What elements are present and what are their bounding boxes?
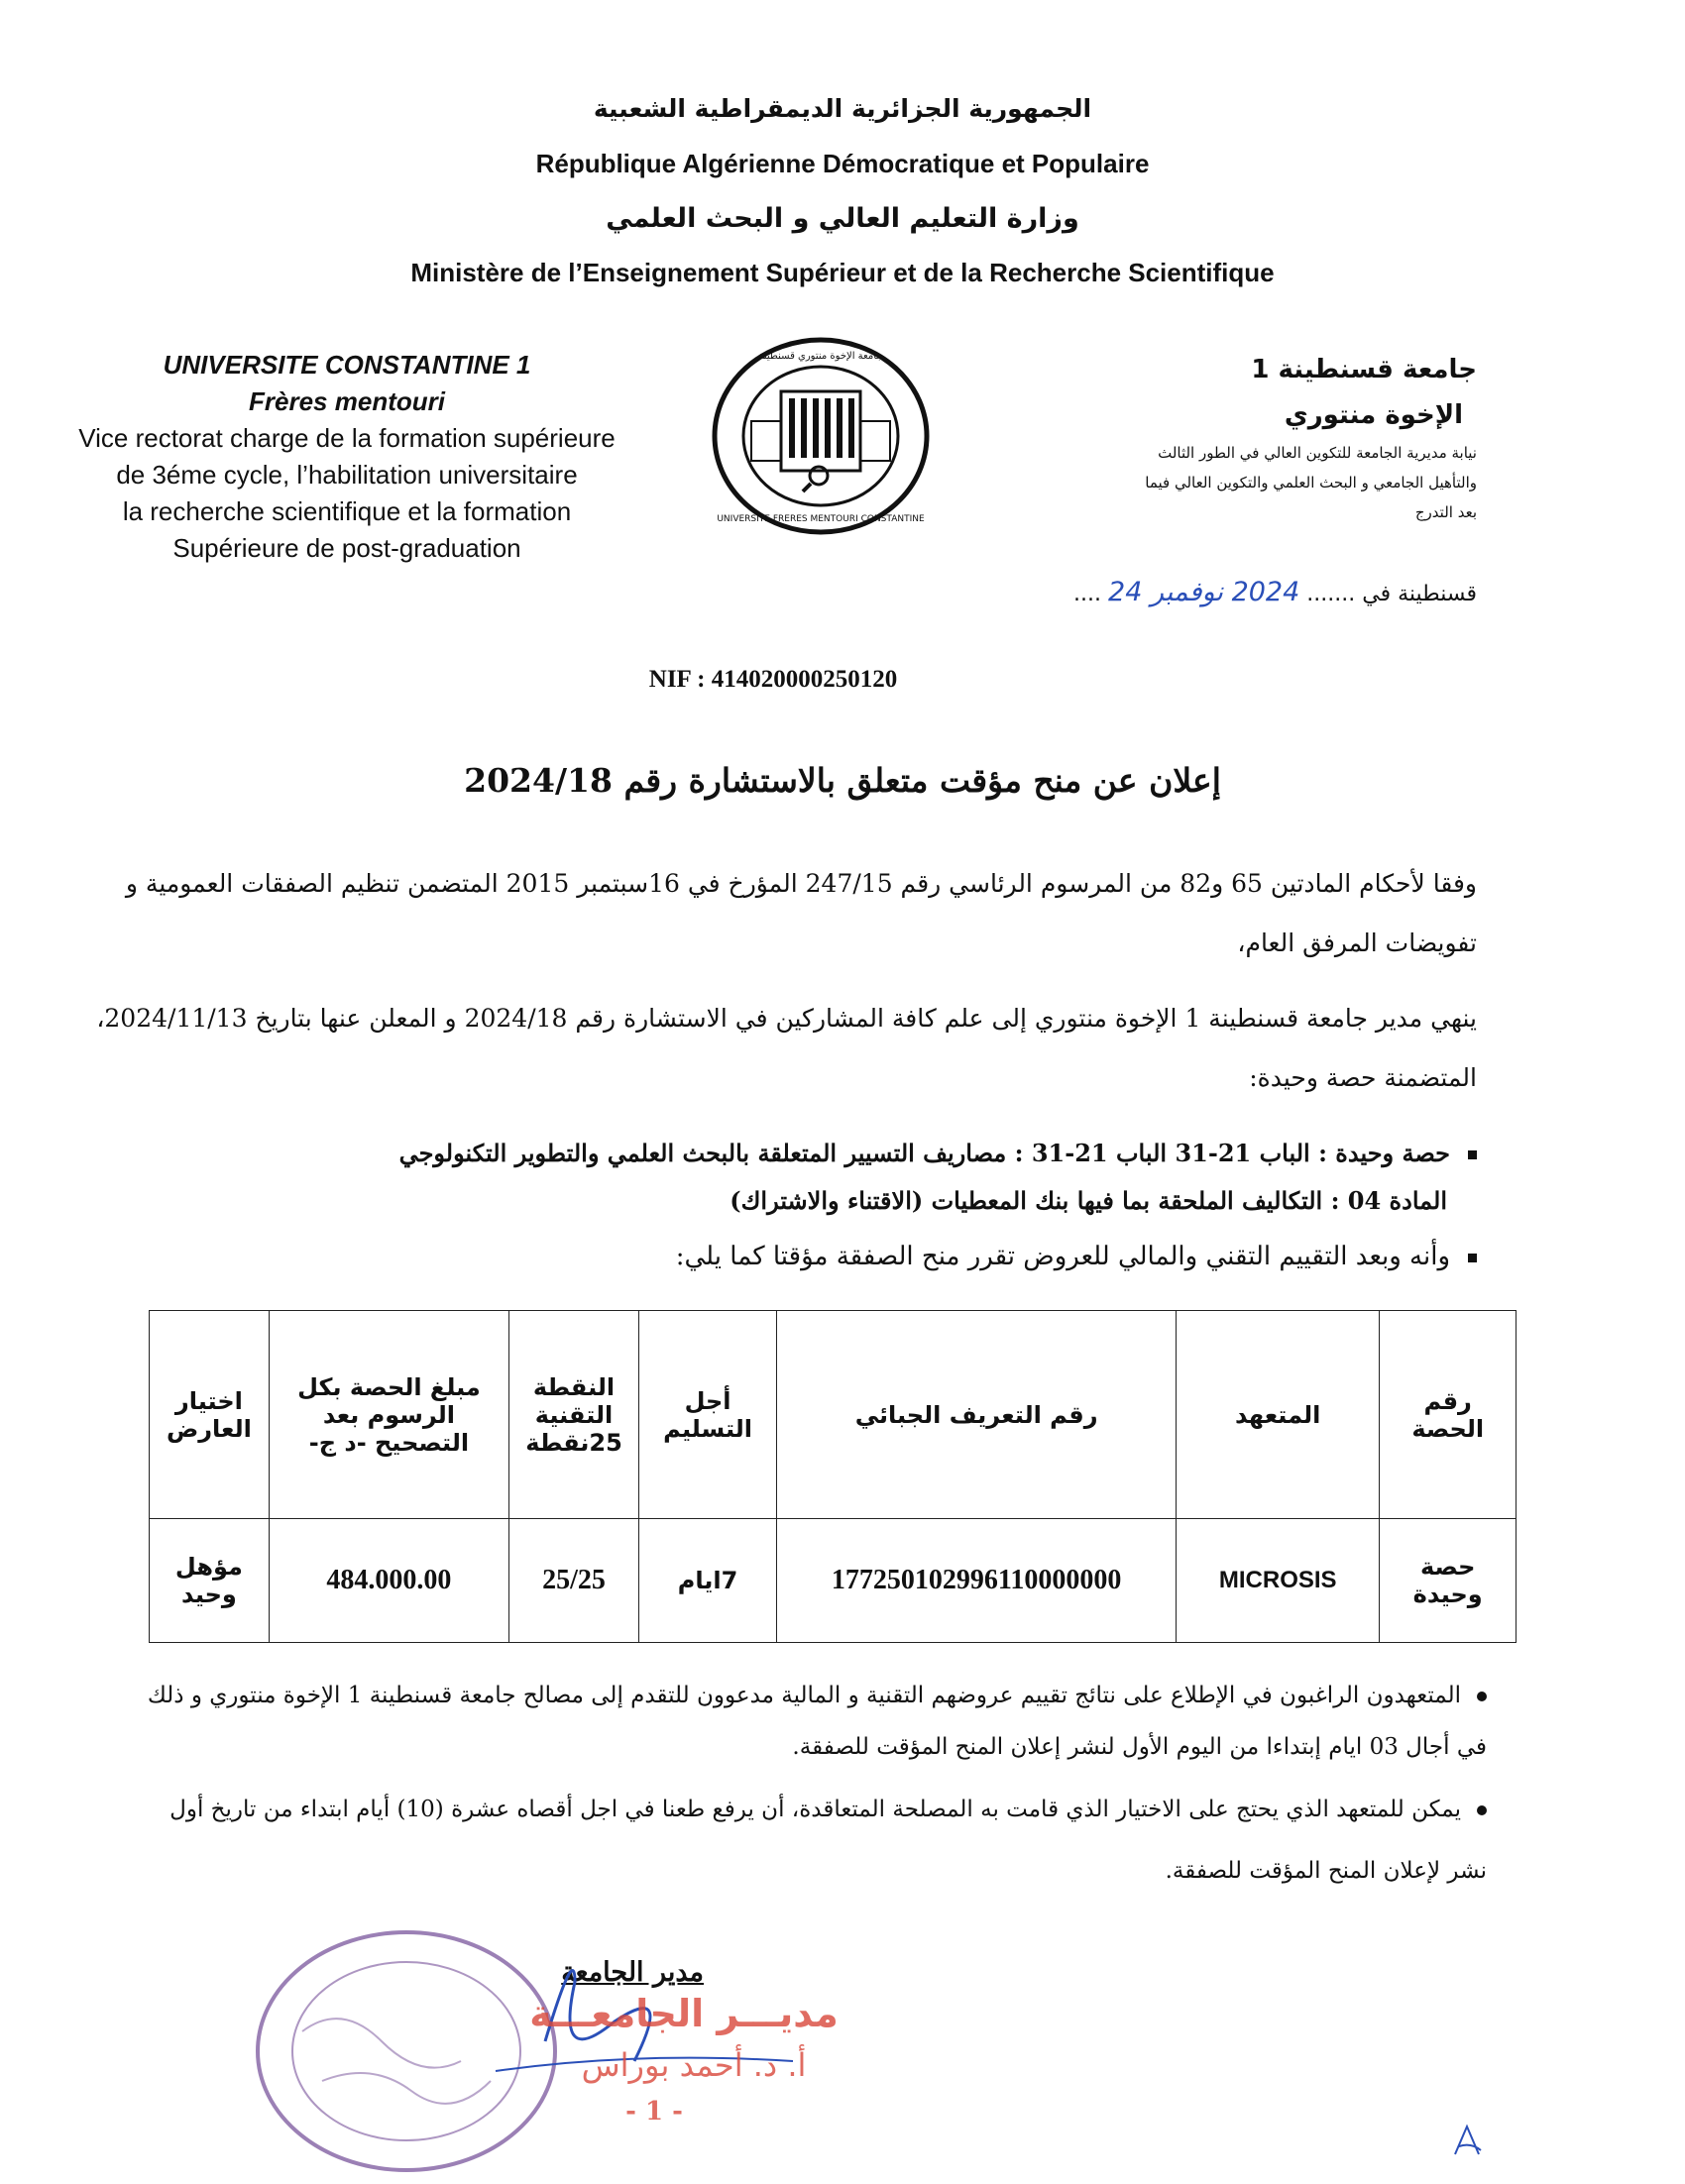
cell-delivery: 7ايام (638, 1519, 776, 1643)
table-header-row (150, 1311, 1516, 1519)
republic-title-ar: الجمهورية الجزائرية الديمقراطية الشعبية (593, 94, 1092, 123)
initial-mark-icon (1447, 2121, 1487, 2160)
republic-title-fr: République Algérienne Démocratique et Populaire (535, 149, 1150, 178)
page-number: - 1 - (625, 2097, 683, 2127)
header-amount: مبلغ الحصة بكل الرسوم بعد التصحيح -د ج- (269, 1311, 508, 1519)
vice-rectorat-line3: la recherche scientifique et la formation (122, 496, 572, 526)
table-row (150, 1519, 1516, 1643)
nif-number: NIF : 414020000250120 (648, 666, 898, 693)
stamp-name: أ. د. أحمد بوراس (581, 2046, 807, 2084)
header-technical-score: النقطة التقنية 25نقطة (509, 1311, 639, 1519)
vice-rectorat-line2: de 3éme cycle, l’habilitation universitaire (116, 460, 578, 490)
cell-lot-number: حصة وحيدة (1380, 1519, 1516, 1643)
university-ar-block (1061, 347, 1477, 527)
date-value: 2024 نوفمبر 24 (1108, 577, 1300, 607)
note-item: المتعهدون الراغبون في الإطلاع على نتائج تقييم عروضهم التقنية و المالية مدعوون للتقدم إلى مصالح جامعة قسنطينة 1 الإخوة منتوري و ذلك في أجال 03 ايام إبتداءا من اليوم الأول لنشر إعلان المنح المؤقت للصفقة. (147, 1683, 1487, 1760)
vice-directorate-line3: بعد التدرج (1414, 503, 1477, 521)
ministry-title-fr: Ministère de l’Enseignement Supérieur et de la Recherche Scientifique (410, 258, 1275, 287)
square-bullet-icon (1468, 1150, 1477, 1159)
cell-choice: مؤهل وحيد (150, 1519, 270, 1643)
university-logo (712, 337, 930, 535)
page-title: إعلان عن منح مؤقت متعلق بالاستشارة رقم 2024/18 (464, 761, 1221, 800)
university-fr-block (59, 347, 634, 567)
header-bidder: المتعهد (1177, 1311, 1380, 1519)
bullet-dot-icon (1477, 1805, 1487, 1815)
vice-rectorat-line1: Vice rectorat charge de la formation supérieure (78, 423, 616, 453)
logo-ring-text-ar: جامعة الإخوة منتوري قسنطينة (758, 351, 883, 362)
initial-mark (1447, 2121, 1487, 2160)
ministry-title-ar: وزارة التعليم العالي و البحث العلمي (606, 203, 1079, 234)
logo-ring-text: UNIVERSITE FRERES MENTOURI CONSTANTINE (717, 514, 925, 524)
university-subname-fr: Frères mentouri (249, 386, 445, 416)
header-tax-id: رقم التعريف الجبائي (777, 1311, 1177, 1519)
university-name-fr: UNIVERSITE CONSTANTINE 1 (163, 350, 531, 380)
signature-title: مدير الجامعة (561, 1957, 704, 1988)
decision-bullet: وأنه وبعد التقييم التقني والمالي للعروض تقرر منح الصفقة مؤقتا كما يلي: (89, 1233, 1477, 1280)
bullet-dot-icon (1477, 1692, 1487, 1701)
award-table (149, 1310, 1516, 1643)
date-line: قسنطينة في ....... 2024 نوفمبر 24 .... (1073, 577, 1477, 607)
vice-rectorat-line4: Supérieure de post-graduation (172, 533, 521, 563)
university-subname-ar: الإخوة منتوري (1284, 400, 1463, 430)
cell-tax-id: 177250102996110000000 (777, 1519, 1177, 1643)
header-choice: اختيار العارض (150, 1311, 270, 1519)
article-line: المادة 04 : التكاليف الملحقة بما فيها بنك المعطيات (الاقتناء والاشتراك) (730, 1186, 1447, 1215)
date-label: قسنطينة في (1362, 582, 1477, 606)
note-item: يمكن للمتعهد الذي يحتج على الاختيار الذي قامت به المصلحة المتعاقدة، أن يرفع طعنا في اجل أقصاه عشرة (10) أيام ابتداء من تاريخ أول نشر لإعلان المنح المؤقت للصفقة. (169, 1797, 1487, 1884)
stamp-title: مديـــر الجامعـــة (529, 1992, 839, 2035)
cell-bidder: MICROSIS (1177, 1519, 1380, 1643)
legal-basis-paragraph: وفقا لأحكام المادتين 65 و82 من المرسوم الرئاسي رقم 247/15 المؤرخ في 16سبتمبر 2015 المتضمن تنظيم الصفقات العمومية و تفويضات المرفق العام، (125, 869, 1477, 957)
header-delivery: أجل التسليم (638, 1311, 776, 1519)
cell-amount: 484.000.00 (269, 1519, 508, 1643)
university-name-ar: جامعة قسنطينة 1 (1251, 355, 1477, 384)
vice-directorate-line1: نيابة مديرية الجامعة للتكوين العالي في الطور الثالث (1158, 444, 1477, 462)
cell-technical-score: 25/25 (509, 1519, 639, 1643)
square-bullet-icon (1468, 1254, 1477, 1262)
header-lot-number: رقم الحصة (1380, 1311, 1516, 1519)
lot-bullet: حصة وحيدة : الباب 21-31 الباب 21-31 : مصاريف التسيير المتعلقة بالبحث العلمي والتطوير التكنولوجي (89, 1130, 1477, 1177)
university-logo-icon (712, 337, 930, 535)
announcement-paragraph: ينهي مدير جامعة قسنطينة 1 الإخوة منتوري إلى علم كافة المشاركين في الاستشارة رقم 2024/18 و المعلن عنها بتاريخ 2024/11/13، المتضمنة حصة وحيدة: (96, 1004, 1477, 1092)
vice-directorate-line2: والتأهيل الجامعي و البحث العلمي والتكوين العالي فيما (1145, 474, 1477, 491)
